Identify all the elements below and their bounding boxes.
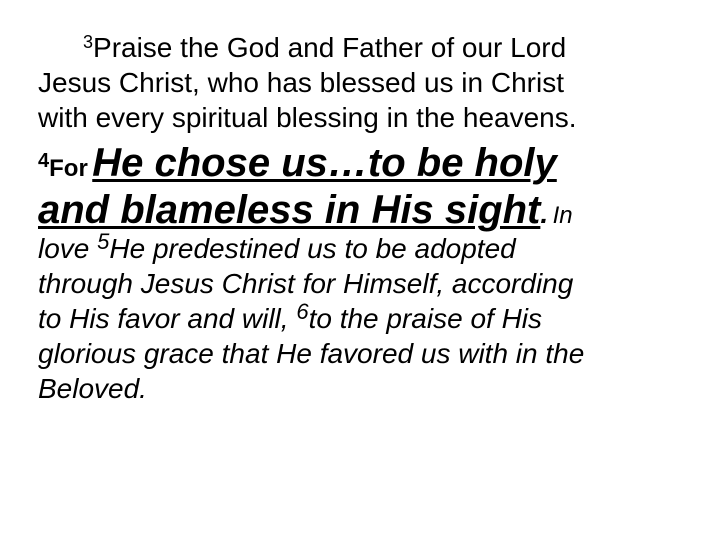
verse-5-text-3: to His favor and will, <box>38 303 289 334</box>
verse-6-text-1: to the praise of His <box>308 303 543 334</box>
verse-5-line-2: through Jesus Christ for Himself, according <box>38 268 574 299</box>
verse-number-4: 4 <box>38 150 50 172</box>
verse-number-5: 5 <box>97 229 110 254</box>
verse-3-line-3: with every spiritual blessing in the heavens. <box>38 102 577 133</box>
verse-3-text-1: Praise the God and Father of our Lord <box>93 32 567 63</box>
verse-3-line-2: Jesus Christ, who has blessed us in Christ <box>38 67 564 98</box>
verse-number-6: 6 <box>296 299 309 324</box>
verse-4-line-2 <box>38 187 573 237</box>
verse-4-love: love <box>38 233 90 264</box>
verse-5-text-1: He predestined us to be adopted <box>109 233 516 264</box>
verse-6-line-3: Beloved. <box>38 373 147 404</box>
verse-4-in: In <box>552 202 573 229</box>
verse-5-line-1 <box>38 229 516 266</box>
verse-4-emphasis-1: He chose us…to be holy <box>92 141 557 185</box>
verse-3-line-1 <box>83 31 566 65</box>
verse-4-emphasis-2: and blameless in His sight <box>38 188 541 232</box>
verse-number-3: 3 <box>83 32 94 52</box>
verse-4-period: . <box>540 198 549 229</box>
verse-6-line-2: glorious grace that He favored us with in the <box>38 338 585 369</box>
verse-4-for: For <box>49 155 88 182</box>
verse-4-line-1 <box>38 140 557 186</box>
verse-6-line-1 <box>38 299 543 336</box>
